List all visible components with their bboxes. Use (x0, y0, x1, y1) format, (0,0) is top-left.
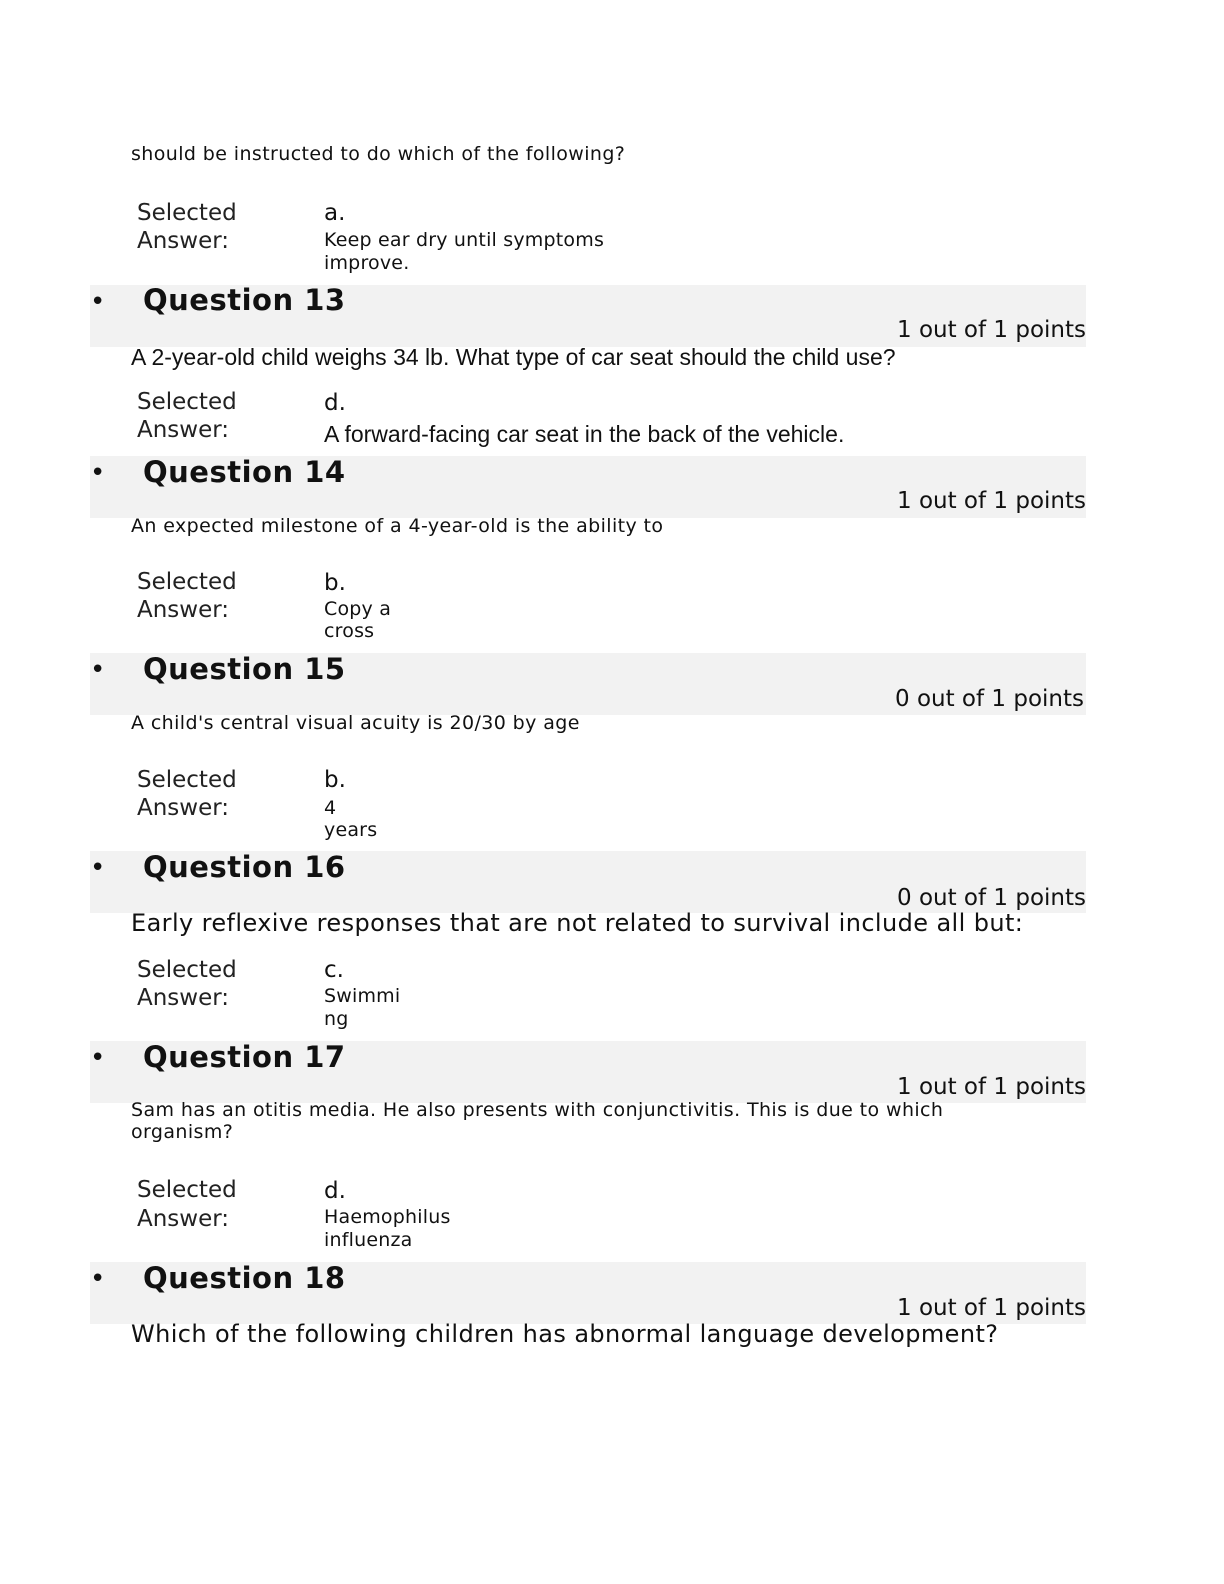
answer-text: years (324, 819, 378, 841)
answer-letter: d. (324, 390, 346, 416)
answer-label: Answer: (137, 228, 230, 254)
points-score: 0 out of 1 points (895, 686, 1084, 712)
answer-text: Haemophilus (324, 1206, 451, 1228)
question-prompt: Early reflexive responses that are not related to survival include all but: (131, 909, 1024, 937)
answer-text: ng (324, 1008, 349, 1030)
selected-label: Selected (137, 569, 237, 595)
question-title: Question 17 (143, 1040, 346, 1074)
bullet-icon: • (90, 287, 106, 317)
question-prompt: Sam has an otitis media. He also presents with conjunctivitis. This is due to which (131, 1099, 944, 1121)
question-title: Question 16 (143, 850, 346, 884)
question-title: Question 14 (143, 455, 346, 489)
question-prompt: organism? (131, 1121, 234, 1143)
points-score: 1 out of 1 points (897, 317, 1086, 343)
question-prompt: Which of the following children has abnormal language development? (131, 1320, 999, 1348)
question-prompt: A 2-year-old child weighs 34 lb. What type of car seat should the child use? (131, 344, 896, 370)
bullet-icon: • (90, 853, 106, 883)
bullet-icon: • (90, 1264, 106, 1294)
answer-text: Keep ear dry until symptoms (324, 229, 605, 251)
answer-label: Answer: (137, 1206, 230, 1232)
points-score: 1 out of 1 points (897, 1295, 1086, 1321)
question-title: Question 15 (143, 652, 346, 686)
bullet-icon: • (90, 458, 106, 488)
answer-label: Answer: (137, 597, 230, 623)
answer-label: Answer: (137, 795, 230, 821)
question-prompt: An expected milestone of a 4-year-old is the ability to (131, 515, 664, 537)
answer-text: Swimmi (324, 985, 401, 1007)
selected-label: Selected (137, 389, 237, 415)
points-score: 1 out of 1 points (897, 1074, 1086, 1100)
answer-text: improve. (324, 252, 410, 274)
selected-label: Selected (137, 957, 237, 983)
answer-letter: b. (324, 570, 346, 596)
answer-label: Answer: (137, 985, 230, 1011)
bullet-icon: • (90, 655, 106, 685)
answer-letter: a. (324, 200, 346, 226)
answer-text: influenza (324, 1229, 413, 1251)
answer-text: Copy a (324, 598, 392, 620)
answer-text: A forward-facing car seat in the back of the vehicle. (324, 421, 845, 447)
points-score: 1 out of 1 points (897, 488, 1086, 514)
question-prompt: should be instructed to do which of the following? (131, 143, 626, 165)
answer-label: Answer: (137, 417, 230, 443)
selected-label: Selected (137, 767, 237, 793)
answer-letter: d. (324, 1178, 346, 1204)
question-title: Question 18 (143, 1261, 346, 1295)
answer-letter: c. (324, 957, 344, 983)
answer-text: 4 (324, 797, 337, 819)
question-title: Question 13 (143, 283, 346, 317)
answer-letter: b. (324, 767, 346, 793)
points-score: 0 out of 1 points (897, 885, 1086, 911)
selected-label: Selected (137, 1177, 237, 1203)
bullet-icon: • (90, 1043, 106, 1073)
answer-text: cross (324, 620, 375, 642)
question-prompt: A child's central visual acuity is 20/30 by age (131, 712, 580, 734)
selected-label: Selected (137, 200, 237, 226)
